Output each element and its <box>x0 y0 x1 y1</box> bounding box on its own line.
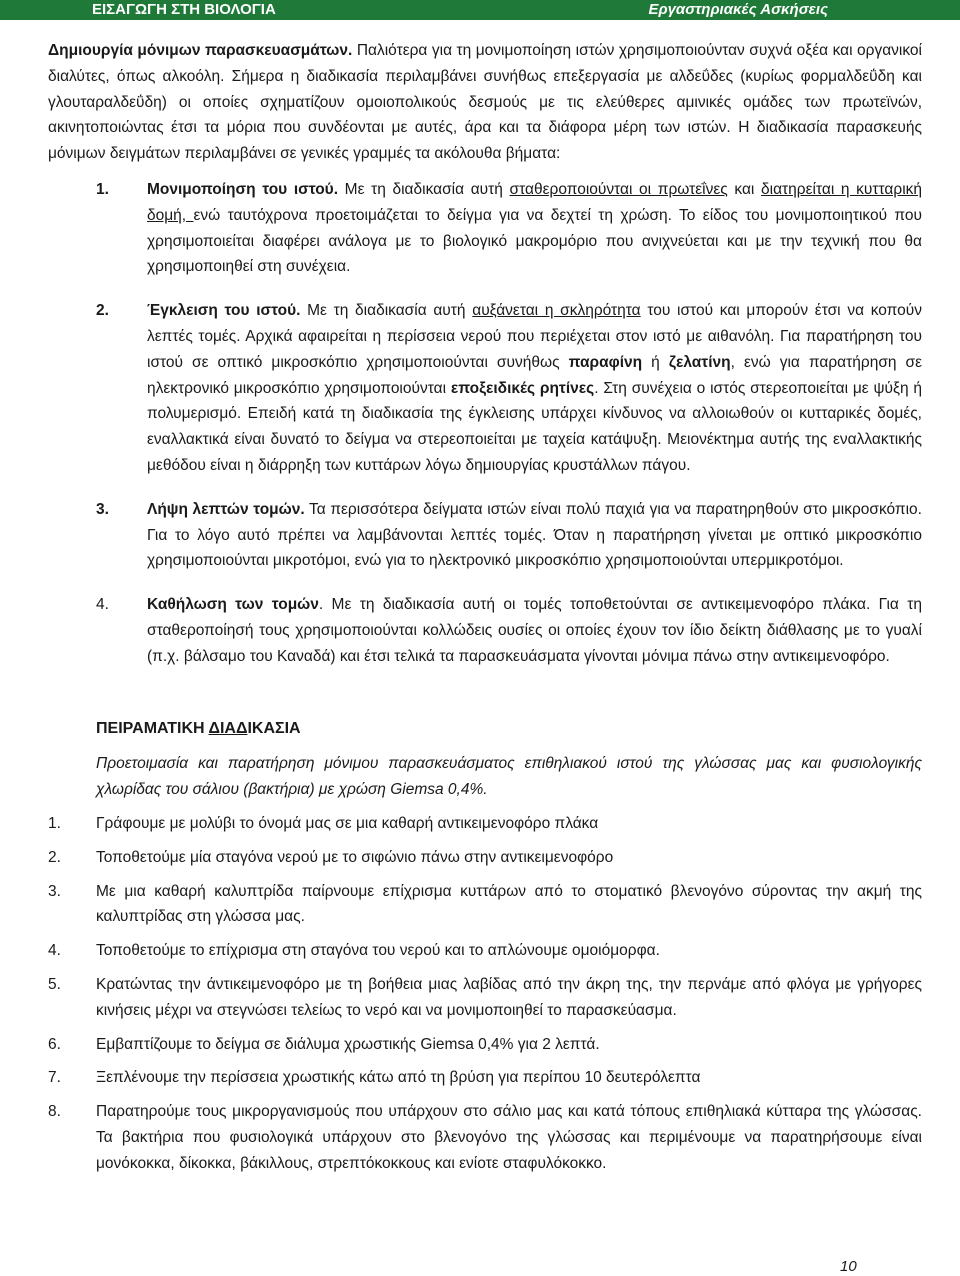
item-text: Εμβαπτίζουμε το δείγμα σε διάλυμα χρωστικής Giemsa 0,4% για 2 λεπτά. <box>96 1035 600 1053</box>
step-1 <box>48 177 922 280</box>
step-underlined: διατηρείται η κυτταρική δομή, <box>147 180 923 224</box>
step-text: Με τη διαδικασία αυτή <box>338 180 510 198</box>
header-subtitle: Εργαστηριακές Ασκήσεις <box>648 1 828 18</box>
item-number: 1. <box>48 814 61 832</box>
step-text: ή <box>642 353 669 371</box>
procedure-item <box>48 938 922 964</box>
step-bold-term: ζελατίνη <box>668 353 731 371</box>
step-text: , ενώ για παρατήρηση σε ηλεκτρονικό μικροσκόπιο χρησιμοποιούνται <box>147 353 923 397</box>
step-2 <box>48 298 922 479</box>
item-text: Κρατώντας την άντικειμενοφόρο με τη βοήθεια μιας λαβίδας από την άκρη της, την περνάμε από φλόγα με γρήγορες κινήσεις μέχρι να στεγνώσει τελείως το νερό και να μονιμοποιηθεί το παρασκεύασμα. <box>96 975 922 1019</box>
intro-paragraph <box>48 38 922 167</box>
step-text: και <box>727 180 762 198</box>
page-number: 10 <box>840 1258 857 1275</box>
page-header <box>0 0 960 20</box>
step-number: 4. <box>96 596 109 614</box>
item-number: 2. <box>48 848 61 866</box>
step-4 <box>48 592 922 669</box>
item-text: Παρατηρούμε τους μικροργανισμούς που υπάρχουν στο σάλιο μας και κατά τόπους επιθηλιακά κύτταρα της γλώσσας. Τα βακτήρια που φυσιολογικά υπάρχουν στο βλενογόνο της γλώσσας και περιμένουμε να παρατηρήσουμε είναι μονόκοκκα, δίκοκκα, βάκιλλους, στρεπτόκοκκους και ενίοτε σταφυλόκοκκο. <box>96 1103 922 1172</box>
procedure-item <box>48 1032 922 1058</box>
step-text: . Στη συνέχεια ο ιστός στερεοποιείται με ψύξη ή πολυμερισμό. Επειδή κατά τη διαδικασία της έγκλεισης υπάρχει κίνδυνος να αλλοιωθούν οι κυτταρικές δομές, εναλλακτικά είναι δυνατό το δείγμα να στερεοποιείται με ταχεία κατάψυξη. Μειονέκτημα αυτής της εναλλακτικής μεθόδου είναι η διάρρηξη των κυττάρων λόγω δημιουργίας κρυστάλλων πάγου. <box>147 379 923 474</box>
step-underlined: αυξάνεται η σκληρότητα <box>472 302 641 320</box>
header-title: ΕΙΣΑΓΩΓΗ ΣΤΗ ΒΙΟΛΟΓΙΑ <box>92 1 276 18</box>
step-number: 1. <box>96 180 109 198</box>
heading-part: ΠΕΙΡΑΜΑΤΙΚΗ <box>96 719 209 737</box>
item-number: 8. <box>48 1103 61 1121</box>
procedure-item <box>48 1099 922 1176</box>
heading-part: ΙΚΑΣΙΑ <box>247 719 301 737</box>
step-underlined: σταθεροποιούνται οι πρωτεΐνες <box>509 180 728 198</box>
step-text: ενώ ταυτόχρονα προετοιμάζεται το δείγμα για να δεχτεί τη χρώση. Το είδος του μονιμοποιητικού που χρησιμοποιείται διαφέρει ανάλογα με το βιολογικό μακρομόριο που ανιχνεύεται και με την τεχνική που θα χρησιμοποιηθεί στη συνέχεια. <box>147 206 922 276</box>
step-text: του ιστού και μπορούν έτσι να κοπούν λεπτές τομές. Αρχικά αφαιρείται η περίσσεια νερού που περιέχεται στον ιστό με αιθανόλη. Για παρατήρηση του ιστού σε οπτικό μικροσκόπιο χρησιμοποιούνται συνήθως <box>147 302 923 371</box>
section-heading <box>96 716 922 742</box>
procedure-list <box>48 811 922 1177</box>
step-bold-term: εποξειδικές ρητίνες <box>450 379 595 397</box>
step-title: Μονιμοποίηση του ιστού. <box>147 180 339 198</box>
item-text: Τοποθετούμε μία σταγόνα νερού με το σιφώνιο πάνω στην αντικειμενοφόρο <box>96 848 614 866</box>
step-text: Με τη διαδικασία αυτή <box>300 302 473 320</box>
item-number: 3. <box>48 882 61 900</box>
step-text: . Με τη διαδικασία αυτή οι τομές τοποθετούνται σε αντικειμενοφόρο πλάκα. Για τη σταθεροποίησή τους χρησιμοποιούνται κολλώδεις ουσίες οι οποίες έχουν τον ίδιο δείκτη διάθλασης με το γυαλί (π.χ. βάλσαμο του Καναδά) και έτσι τελικά τα παρασκευάσματα γίνονται μόνιμα πάνω στην αντικειμενοφόρο. <box>147 596 922 665</box>
item-text: Με μια καθαρή καλυπτρίδα παίρνουμε επίχρισμα κυττάρων από το στοματικό βλενογόνο σύροντας την ακμή της καλυπτρίδας στη γλώσσα μας. <box>96 882 922 926</box>
heading-part: ΔΙΑΔ <box>208 719 248 737</box>
intro-text: Παλιότερα για τη μονιμοποίηση ιστών χρησιμοποιούνταν συχνά οξέα και οργανικοί διαλύτες, όπως αλκοόλη. Σήμερα η διαδικασία περιλαμβάνει συνήθως επεξεργασία με αλδεΰδες (κυρίως φορμαλδεΰδη και γλουταραλδεΰδη) οι οποίες σχηματίζουν ομοιοπολικούς δεσμούς με τις ελεύθερες αμινικές ομάδες των πρωτεϊνών, ακινητοποιώντας έτσι τα μόρια που συνδέονται με αυτές, άρα και τα διάφορα μέρη των ιστών. Η διαδικασία παρασκευής μόνιμων δειγμάτων περιλαμβάνει σε γενικές γραμμές τα ακόλουθα βήματα: <box>48 42 922 163</box>
procedure-item <box>48 1065 922 1091</box>
item-text: Γράφουμε με μολύβι το όνομά μας σε μια καθαρή αντικειμενοφόρο πλάκα <box>96 814 599 832</box>
step-number: 3. <box>96 500 109 518</box>
item-text: Τοποθετούμε το επίχρισμα στη σταγόνα του νερού και το απλώνουμε ομοιόμορφα. <box>96 942 660 960</box>
procedure-item <box>48 811 922 837</box>
item-text: Ξεπλένουμε την περίσσεια χρωστικής κάτω από τη βρύση για περίπου 10 δευτερόλεπτα <box>96 1069 701 1087</box>
item-number: 6. <box>48 1035 61 1053</box>
item-number: 7. <box>48 1069 61 1087</box>
step-text: Τα περισσότερα δείγματα ιστών είναι πολύ παχιά για να παρατηρηθούν στο μικροσκόπιο. Για το λόγο αυτό πρέπει να λαμβάνονται λεπτές τομές. Όταν η παρατήρηση γίνεται με οπτικό μικροσκόπιο χρησιμοποιούνται μικροτόμοι, ενώ για το ηλεκτρονικό μικροσκόπιο χρησιμοποιούνται υπερμικροτόμοι. <box>147 500 922 570</box>
procedure-item <box>48 845 922 871</box>
section-lead: Προετοιμασία και παρατήρηση μόνιμου παρασκευάσματος επιθηλιακού ιστού της γλώσσας μας και φυσιολογικής χλωρίδας του σάλιου (βακτήρια) με χρώση Giemsa 0,4%. <box>96 755 922 799</box>
step-title: Έγκλειση του ιστού. <box>147 302 301 320</box>
procedure-item <box>48 879 922 931</box>
item-number: 5. <box>48 975 61 993</box>
procedure-item <box>48 972 922 1024</box>
step-title: Λήψη λεπτών τομών. <box>147 500 305 518</box>
step-bold-term: παραφίνη <box>568 353 643 371</box>
step-number: 2. <box>96 302 109 320</box>
step-3 <box>48 497 922 574</box>
step-title: Καθήλωση των τομών <box>147 596 319 614</box>
intro-title: Δημιουργία μόνιμων παρασκευασμάτων. <box>48 42 353 59</box>
item-number: 4. <box>48 942 61 960</box>
page-content <box>48 38 922 1184</box>
